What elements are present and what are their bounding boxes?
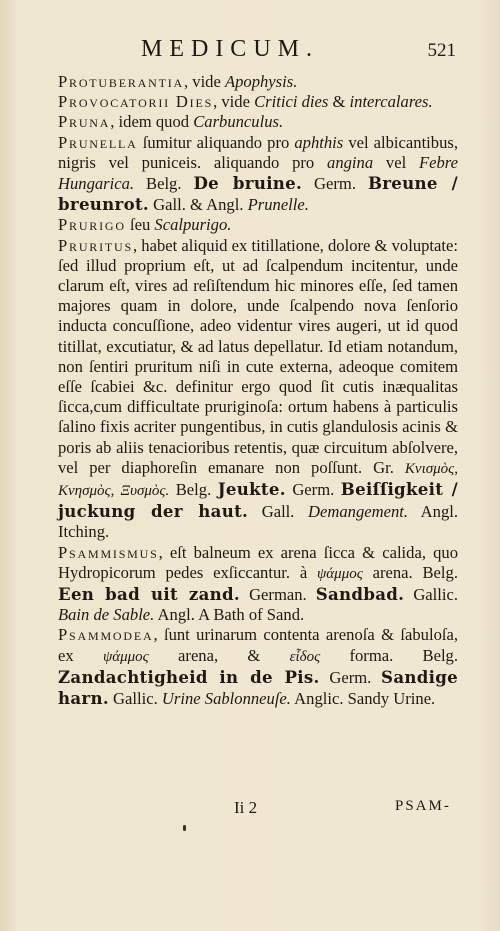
- entry-text: Germ.: [285, 480, 341, 500]
- italic-term: Bain de Sable.: [58, 605, 155, 625]
- headword: Pruna: [58, 112, 111, 132]
- entry-text: Gallic.: [108, 689, 162, 709]
- headword: Prunella: [58, 132, 138, 152]
- headword: Psammismus: [58, 542, 159, 562]
- blackletter-term: Sandige harn.: [58, 666, 458, 709]
- italic-term: Carbunculus.: [193, 112, 284, 132]
- entry-text: Germ.: [319, 667, 382, 687]
- italic-term: Febre Hungarica.: [58, 152, 458, 194]
- italic-term: Critici dies: [254, 92, 329, 112]
- italic-term: intercalares.: [349, 92, 433, 112]
- blackletter-term: Zandachtigheid in de Pis.: [58, 666, 320, 687]
- page-number: 521: [427, 40, 456, 61]
- headword: Protuberantia: [58, 72, 184, 91]
- italic-term: Demangement.: [308, 502, 409, 522]
- entry-text: , eſt balneum ex arena ſicca & calida, quo Hydropicorum pedes exſiccantur. à: [58, 542, 458, 582]
- dictionary-text: [58, 72, 458, 709]
- entry-text: Gallic.: [404, 585, 459, 605]
- entry-text: vel: [373, 152, 419, 172]
- entry-text: Belg.: [134, 174, 194, 194]
- entry-text: Angl. Itching.: [58, 502, 459, 542]
- dictionary-entry-pruritus: [58, 236, 458, 543]
- dictionary-entry-pruna: [58, 112, 458, 132]
- greek-term: ψάμμος: [316, 565, 363, 582]
- entry-text: arena. Belg.: [362, 562, 458, 582]
- blackletter-term: De bruine.: [193, 173, 303, 194]
- dictionary-entry-psammodea: [58, 625, 458, 709]
- entry-text: , vide: [213, 92, 255, 112]
- entry-text: arena, &: [148, 645, 290, 665]
- italic-term: Prunelle.: [247, 195, 309, 215]
- entry-text: , vide: [183, 72, 225, 91]
- ink-speck: [183, 825, 186, 831]
- entry-text: , ſunt urinarum contenta arenoſa & ſabuloſa, ex: [58, 625, 458, 665]
- entry-text: ſumitur aliquando pro: [137, 132, 295, 152]
- dictionary-entry-provocatorii-dies: [58, 92, 458, 112]
- entry-text: Angl. A Bath of Sand.: [154, 605, 305, 625]
- greek-term: Κνισμὸς, Κνησμὸς, Ξυσμὸς.: [58, 460, 458, 500]
- headword: Pruritus: [58, 235, 133, 255]
- entry-text: , idem quod: [110, 112, 194, 132]
- greek-term: εἶδος: [289, 648, 321, 665]
- blackletter-term: Breune / breunrot.: [58, 173, 458, 215]
- headword: Provocatorii Dies: [58, 92, 214, 112]
- page-footer: [0, 798, 500, 822]
- catchword: PSAM-: [395, 798, 451, 814]
- italic-term: angina: [327, 152, 374, 172]
- blackletter-term: Jeukte.: [217, 479, 286, 500]
- entry-text: Germ.: [302, 174, 368, 194]
- headword: Prurigo: [58, 215, 126, 235]
- entry-text: , habet aliquid ex titillatione, dolore & voluptate: ſed illud proprium eſt, ut ad ſcalpendum incitentur, unde clarum eſt, vires ad reſiſtendum hic minores eſſe, ſed tamen majores quam in dolore, unde ſcalpendo nova ſenſorio inducta concuſſione, adeo videntur vires augeri, ut id quod titillat, excutiatur, & ad latus depellatur. Id etiam notandum, non ſentiri pruritum niſi in cute externa, adeoque comitem eſſe ſcabiei &c. definitur ergo quod ſit cutis inæqualitas ſicca,cum difficultate pruriginoſa: ortum habens à particulis ſalino fixis acriter pungentibus, in cutis glandulosis acinis & poris ab aliis tenacioribus retentis, quæ circuitum abſolvere, vel per diaphoreſin emanare non poſſunt. Gr.: [58, 235, 458, 477]
- dictionary-entry-prurigo: [58, 215, 458, 235]
- blackletter-term: Beiſſigkeit / juckung der haut.: [58, 479, 458, 522]
- dictionary-entry-protuberantia: [58, 72, 458, 92]
- dictionary-entry-psammismus: [58, 543, 458, 626]
- headword: Psammodea: [58, 625, 154, 645]
- dictionary-entry-prunella: [58, 133, 458, 216]
- italic-term: Scalpurigo.: [154, 215, 232, 235]
- page-header: [0, 36, 500, 68]
- entry-text: Gall. & Angl.: [148, 195, 248, 215]
- italic-term: Apophysis.: [224, 72, 298, 91]
- entry-text: Belg.: [169, 480, 218, 500]
- entry-text: Anglic. Sandy Urine.: [290, 689, 436, 709]
- entry-text: vel albicantibus, nigris vel puniceis. aliquando pro: [58, 132, 458, 172]
- signature-mark: Ii 2: [234, 798, 258, 817]
- greek-term: ψάμμος: [102, 648, 149, 665]
- entry-text: German.: [240, 585, 316, 605]
- blackletter-term: Een bad uit zand.: [58, 584, 241, 605]
- entry-text: forma. Belg.: [320, 645, 458, 665]
- entry-text: &: [328, 92, 350, 112]
- running-title: MEDICUM.: [140, 36, 319, 62]
- italic-term: aphthis: [294, 132, 344, 152]
- blackletter-term: Sandbad.: [315, 584, 405, 605]
- italic-term: Urine Sablonneuſe.: [161, 689, 291, 709]
- entry-text: Gall.: [248, 502, 309, 522]
- entry-text: ſeu: [125, 215, 155, 235]
